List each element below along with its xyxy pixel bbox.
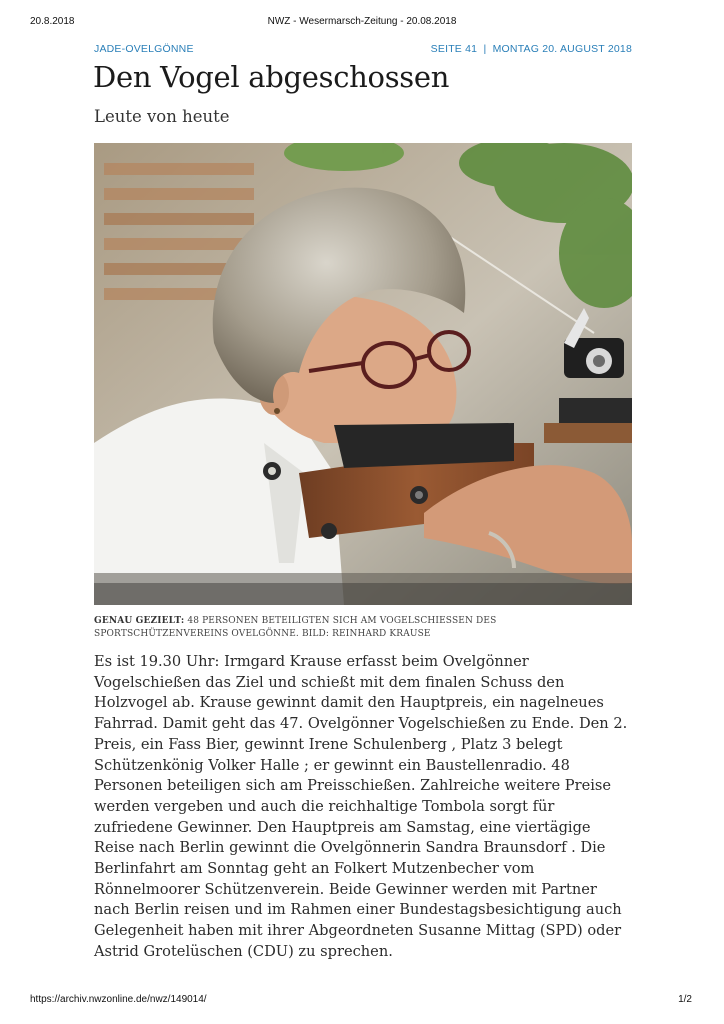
article-body: Es ist 19.30 Uhr: Irmgard Krause erfasst beim Ovelgönner Vogelschießen das Ziel und schießt mit dem finalen Schuss den Holzvogel ab. Krause gewinnt damit den Hauptpreis, ein nagelneues Fahrrad. Damit geht das 47. Ovelgönner Vogelschießen zu Ende. Den 2. Preis, ein Fass Bier, gewinnt Irene Schulenberg , Platz 3 belegt Schützenkönig Volker Halle ; er gewinnt ein Baustellenradio. 48 Personen beteiligen sich am Preisschießen. Zahlreiche weitere Preise werden vergeben und auch die reichhaltige Tombola sorgt für zufriedene Gewinner. Den Hauptpreis am Samstag, eine viertägige Reise nach Berlin gewinnt die Ovelgönnerin Sandra Braunsdorf . Die Berlinfahrt am Sonntag geht an Folkert Mutzenbecher vom Rönnelmoorer Schützenverein. Beide Gewinner werden mit Partner nach Berlin reisen und im Rahmen einer Bundestagsbesichtigung auch Gelegenheit haben mit ihrer Abgeordneten Susanne Mittag (SPD) oder Astrid Grotelüschen (CDU) zu sprechen. <box>94 653 628 960</box>
page-date-info: SEITE 41 | MONTAG 20. AUGUST 2018 <box>430 43 632 55</box>
print-title: NWZ - Wesermarsch-Zeitung - 20.08.2018 <box>267 16 457 27</box>
article-meta <box>94 43 632 57</box>
section-label[interactable]: JADE-OVELGÖNNE <box>94 43 194 55</box>
article-headline: Den Vogel abgeschossen <box>93 60 450 94</box>
photo-caption <box>94 615 632 641</box>
print-header <box>0 16 724 30</box>
article-photo <box>94 143 632 605</box>
print-date: 20.8.2018 <box>30 16 75 27</box>
caption-label: GENAU GEZIELT: <box>94 616 185 626</box>
page-number: 1/2 <box>678 994 692 1005</box>
article-subheadline: Leute von heute <box>94 107 230 126</box>
caption-text: 48 PERSONEN BETEILIGTEN SICH AM VOGELSCHIESSEN DES SPORTSCHÜTZENVEREINS OVELGÖNNE. BILD: REINHARD KRAUSE <box>94 616 497 639</box>
source-url[interactable]: https://archiv.nwzonline.de/nwz/149014/ <box>30 994 207 1005</box>
photo-illustration <box>94 143 632 605</box>
